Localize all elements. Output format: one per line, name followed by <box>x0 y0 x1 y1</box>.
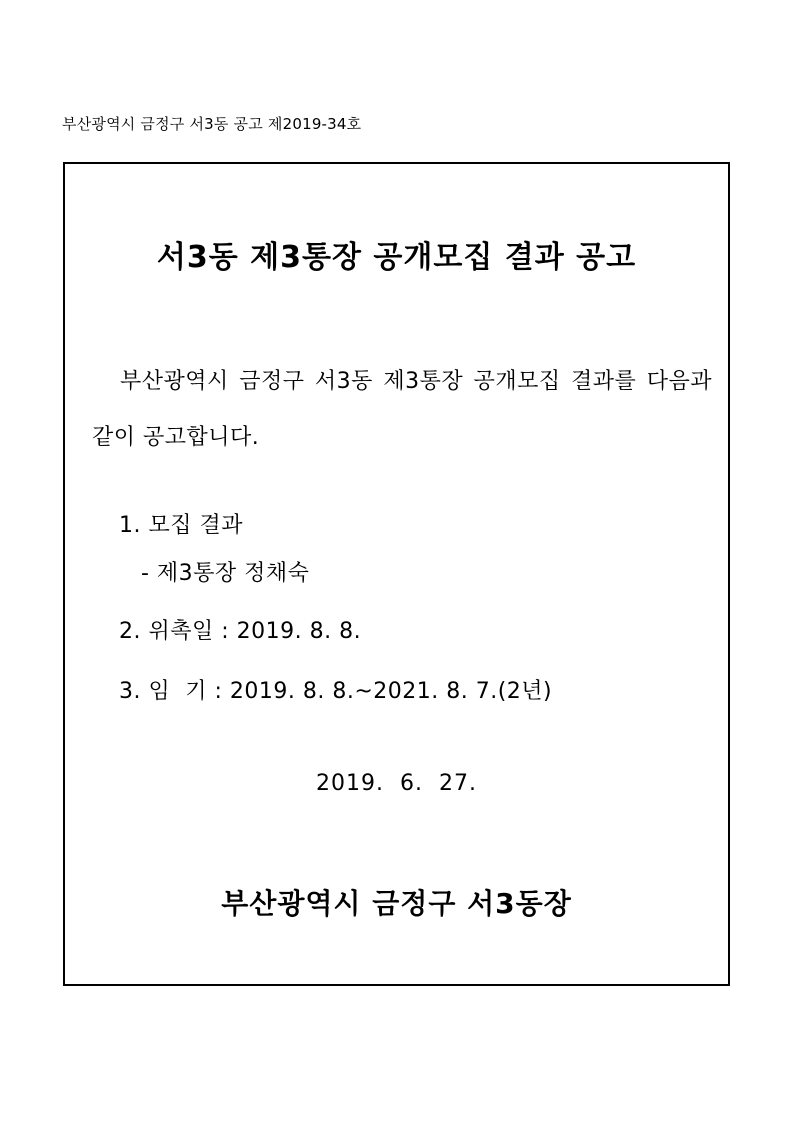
item-recruitment-result: 1. 모집 결과 <box>119 513 243 538</box>
issuer-name: 부산광역시 금정구 서3동장 <box>221 887 572 920</box>
notice-number: 부산광역시 금정구 서3동 공고 제2019-34호 <box>62 115 362 133</box>
notice-date: 2019. 6. 27. <box>316 771 477 796</box>
notice-body: 부산광역시 금정구 서3동 제3통장 공개모집 결과를 다음과 같이 공고합니다. <box>92 369 712 450</box>
item-term: 3. 임 기 : 2019. 8. 8.~2021. 8. 7.(2년) <box>119 679 553 704</box>
item-recruitment-result-detail: - 제3통장 정채숙 <box>141 561 310 586</box>
notice-title: 서3동 제3통장 공개모집 결과 공고 <box>156 240 637 275</box>
item-appointment-date: 2. 위촉일 : 2019. 8. 8. <box>119 619 362 644</box>
notice-box <box>63 162 730 986</box>
